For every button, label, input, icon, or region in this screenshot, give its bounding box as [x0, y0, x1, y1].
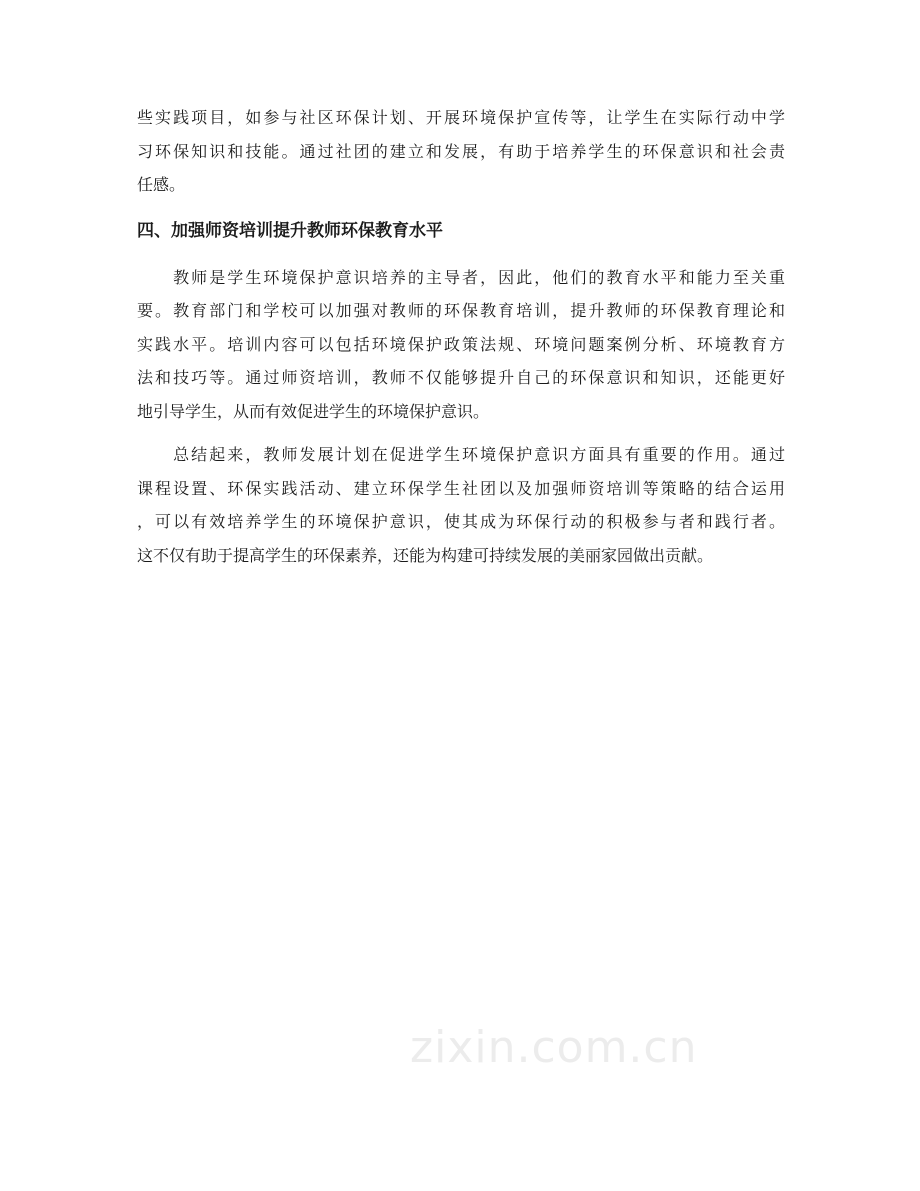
paragraph-continuation: [137, 101, 785, 202]
text-line: 总结起来，教师发展计划在促进学生环境保护意识方面具有重要的作用。通过: [137, 445, 785, 464]
watermark: zixin.com.cn: [410, 1022, 698, 1073]
paragraph-conclusion: [137, 438, 785, 572]
document-body: [137, 101, 785, 582]
paragraph-teacher-training: [137, 261, 785, 429]
text-line: 些实践项目，如参与社区环保计划、开展环境保护宣传等，让学生在实际行动中学: [137, 108, 785, 127]
text-line: 任感。: [137, 175, 186, 194]
text-line: 地引导学生，从而有效促进学生的环境保护意识。: [137, 401, 490, 421]
text-line: 教师是学生环境保护意识培养的主导者，因此，他们的教育水平和能力至关重: [137, 267, 785, 287]
text-line: ，可以有效培养学生的环境保护意识，使其成为环保行动的积极参与者和践行者。: [137, 512, 785, 531]
text-line: 法和技巧等。通过师资培训，教师不仅能够提升自己的环保意识和知识，还能更好: [137, 368, 785, 387]
text-line: 这不仅有助于提高学生的环保素养，还能为构建可持续发展的美丽家园做出贡献。: [137, 545, 714, 565]
text-line: 要。教育部门和学校可以加强对教师的环保教育培训，提升教师的环保教育理论和: [137, 301, 785, 320]
text-line: 习环保知识和技能。通过社团的建立和发展，有助于培养学生的环保意识和社会责: [137, 141, 785, 161]
text-line: 课程设置、环保实践活动、建立环保学生社团以及加强师资培训等策略的结合运用: [137, 478, 785, 498]
section-heading: 四、加强师资培训提升教师环保教育水平: [137, 220, 443, 241]
text-line: 实践水平。培训内容可以包括环境保护政策法规、环境问题案例分析、环境教育方: [137, 334, 785, 354]
